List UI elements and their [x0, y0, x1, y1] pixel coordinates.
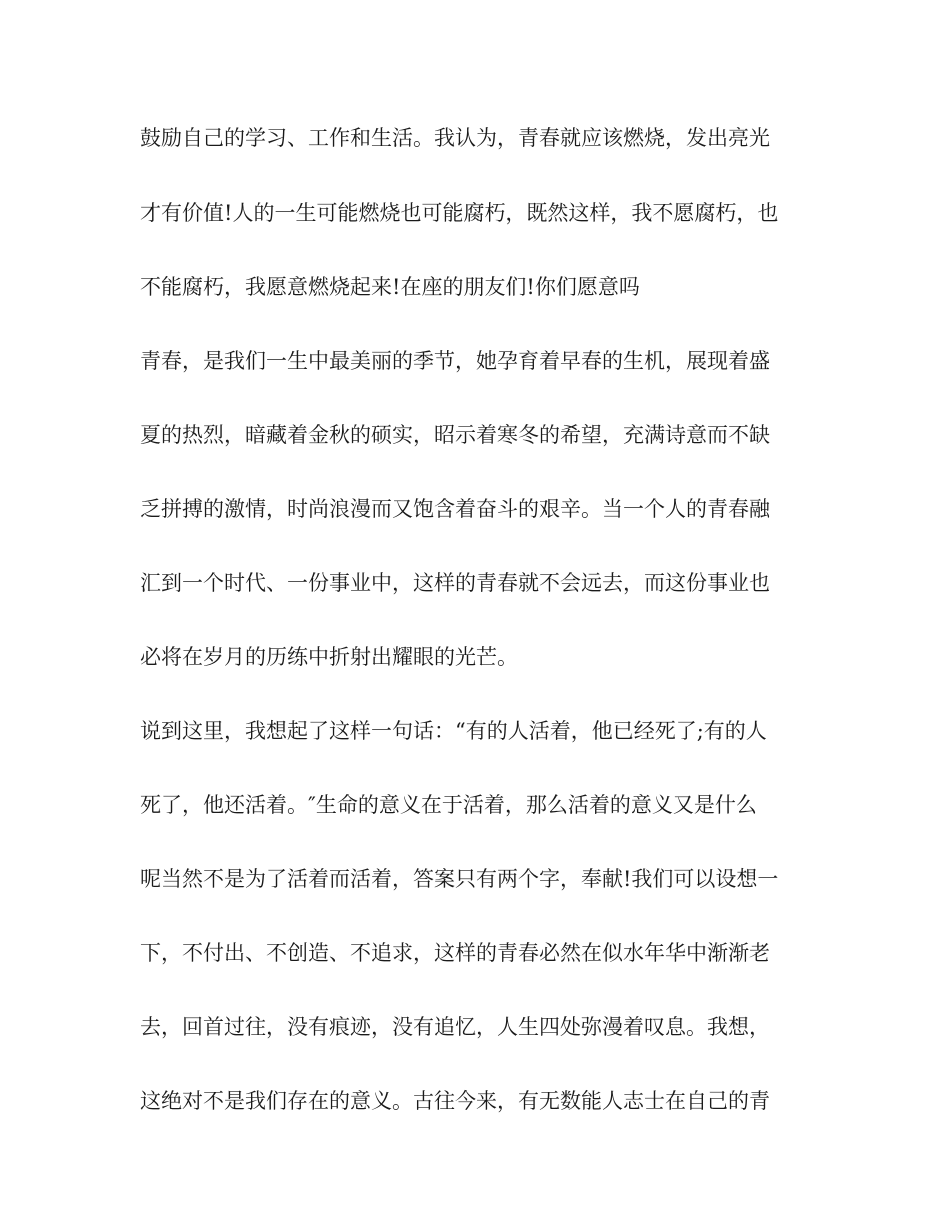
text-line: 下，不付出、不创造、不追求，这样的青春必然在似水年华中渐渐老	[140, 941, 770, 965]
text-line: 死了，他还活着。″生命的意义在于活着，那么活着的意义又是什么	[140, 793, 757, 817]
text-line: 说到这里，我想起了这样一句话：“有的人活着，他已经死了;有的人	[140, 719, 767, 743]
text-line: 青春，是我们一生中最美丽的季节，她孕育着早春的生机，展现着盛	[140, 349, 770, 373]
text-line: 汇到一个时代、一份事业中，这样的青春就不会远去，而这份事业也	[140, 571, 770, 595]
text-line: 这绝对不是我们存在的意义。古往今来，有无数能人志士在自己的青	[140, 1089, 770, 1113]
text-line: 呢当然不是为了活着而活着，答案只有两个字，奉献!我们可以设想一	[140, 867, 779, 891]
text-line: 鼓励自己的学习、工作和生活。我认为，青春就应该燃烧，发出亮光	[140, 126, 770, 150]
text-line: 乏拼搏的激情，时尚浪漫而又饱含着奋斗的艰辛。当一个人的青春融	[140, 497, 770, 521]
text-line: 不能腐朽，我愿意燃烧起来!在座的朋友们!你们愿意吗	[140, 275, 640, 299]
text-line: 才有价值!人的一生可能燃烧也可能腐朽，既然这样，我不愿腐朽，也	[140, 201, 779, 225]
text-line: 夏的热烈，暗藏着金秋的硕实，昭示着寒冬的希望，充满诗意而不缺	[140, 423, 770, 447]
text-line: 必将在岁月的历练中折射出耀眼的光芒。	[140, 645, 518, 669]
text-line: 去，回首过往，没有痕迹，没有追忆，人生四处弥漫着叹息。我想，	[140, 1015, 770, 1039]
